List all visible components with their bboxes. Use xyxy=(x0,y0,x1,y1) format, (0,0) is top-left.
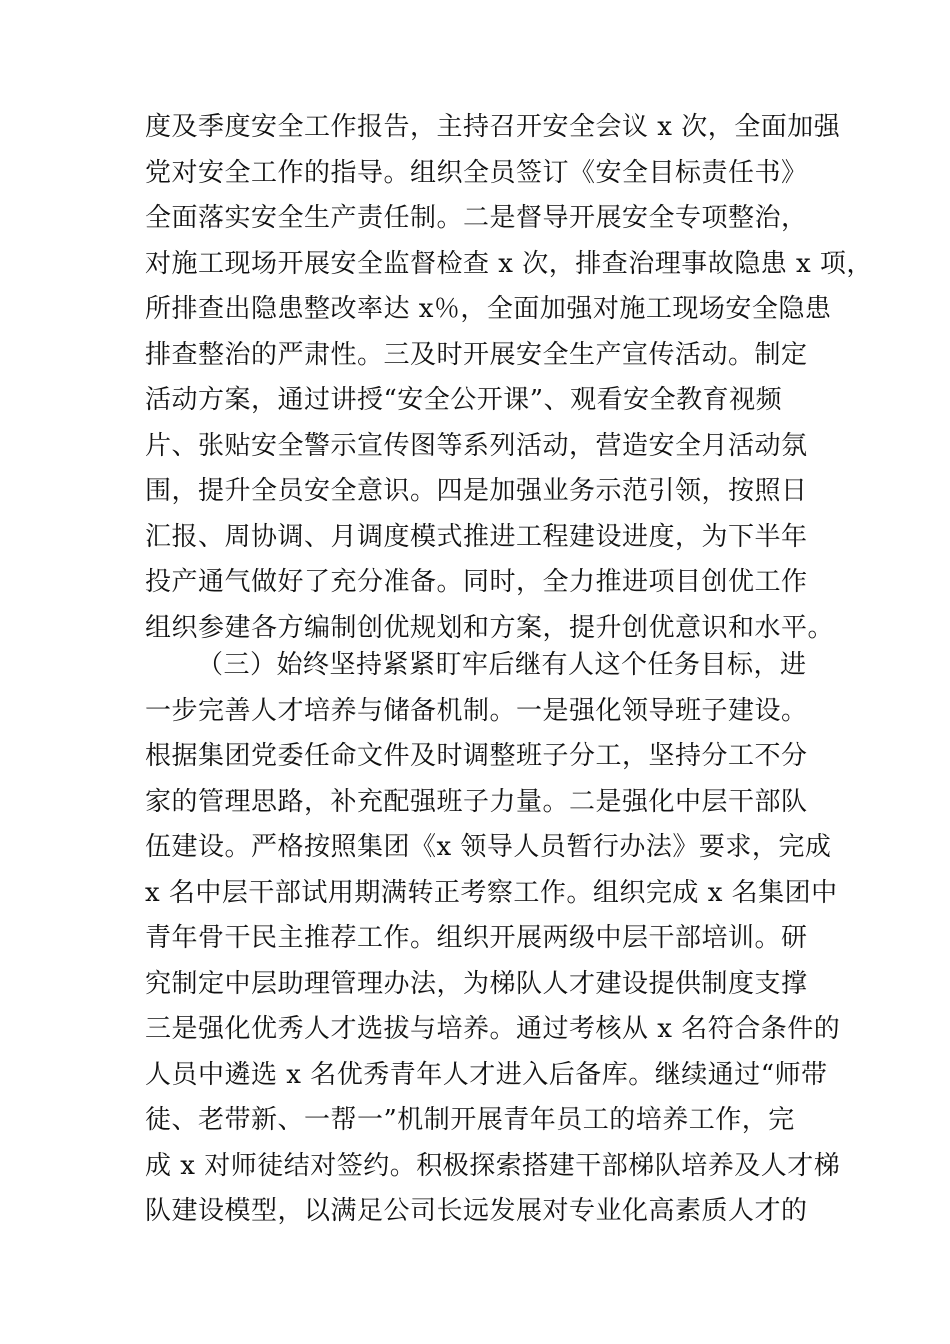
paragraph-line: 三是强化优秀人才选拔与培养。通过考核从 x 名符合条件的 xyxy=(145,1014,841,1044)
paragraph-line: 究制定中层助理管理办法，为梯队人才建设提供制度支撑 xyxy=(145,968,808,999)
paragraph-line: 活动方案，通过讲授“安全公开课”、观看安全教育视频 xyxy=(145,385,783,415)
paragraph-line: 全面落实安全生产责任制。二是督导开展安全专项整治， xyxy=(145,203,808,233)
paragraph-line: 徒、老带新、一帮一”机制开展青年员工的培养工作，完 xyxy=(145,1105,795,1135)
paragraph-line: 党对安全工作的指导。组织全员签订《安全目标责任书》 xyxy=(145,157,808,188)
paragraph-line: 所排查出隐患整改率达 x％，全面加强对施工现场安全隐患 xyxy=(145,294,832,324)
paragraph-line: 根据集团党委任命文件及时调整班子分工，坚持分工不分 xyxy=(145,741,808,771)
paragraph-line: x 名中层干部试用期满转正考察工作。组织完成 x 名集团中 xyxy=(145,877,838,908)
paragraph-line: 伍建设。严格按照集团《x 领导人员暂行办法》要求，完成 xyxy=(145,832,832,862)
paragraph-line: 汇报、周协调、月调度模式推进工程建设进度，为下半年 xyxy=(145,521,808,552)
paragraph-line: 青年骨干民主推荐工作。组织开展两级中层干部培训。研 xyxy=(145,923,808,953)
paragraph-safety-work xyxy=(145,105,873,651)
paragraph-talent-training xyxy=(145,643,841,1235)
paragraph-line: 组织参建各方编制创优规划和方案，提升创优意识和水平。 xyxy=(145,612,835,643)
paragraph-line: 队建设模型，以满足公司长远发展对专业化高素质人才的 xyxy=(145,1196,808,1226)
paragraph-line: 片、张贴安全警示宣传图等系列活动，营造安全月活动氛 xyxy=(145,430,808,461)
paragraph-line: 投产通气做好了充分准备。同时，全力推进项目创优工作 xyxy=(145,567,808,597)
paragraph-line: 对施工现场开展安全监督检查 x 次，排查治理事故隐患 x 项， xyxy=(145,248,873,279)
paragraph-line: 度及季度安全工作报告，主持召开安全会议 x 次，全面加强 xyxy=(145,112,841,142)
paragraph-line: 成 x 对师徒结对签约。积极探索搭建干部梯队培养及人才梯 xyxy=(145,1150,841,1181)
paragraph-line: 人员中遴选 x 名优秀青年人才进入后备库。继续通过“师带 xyxy=(145,1059,828,1090)
paragraph-line: 排查整治的严肃性。三及时开展安全生产宣传活动。制定 xyxy=(145,339,808,370)
paragraph-line: 家的管理思路，补充配强班子力量。二是强化中层干部队 xyxy=(145,786,808,817)
paragraph-first-line: （三）始终坚持紧紧盯牢后继有人这个任务目标，进 xyxy=(197,650,807,680)
paragraph-line: 围，提升全员安全意识。四是加强业务示范引领，按照日 xyxy=(145,476,808,506)
paragraph-line: 一步完善人才培养与储备机制。一是强化领导班子建设。 xyxy=(145,695,808,726)
